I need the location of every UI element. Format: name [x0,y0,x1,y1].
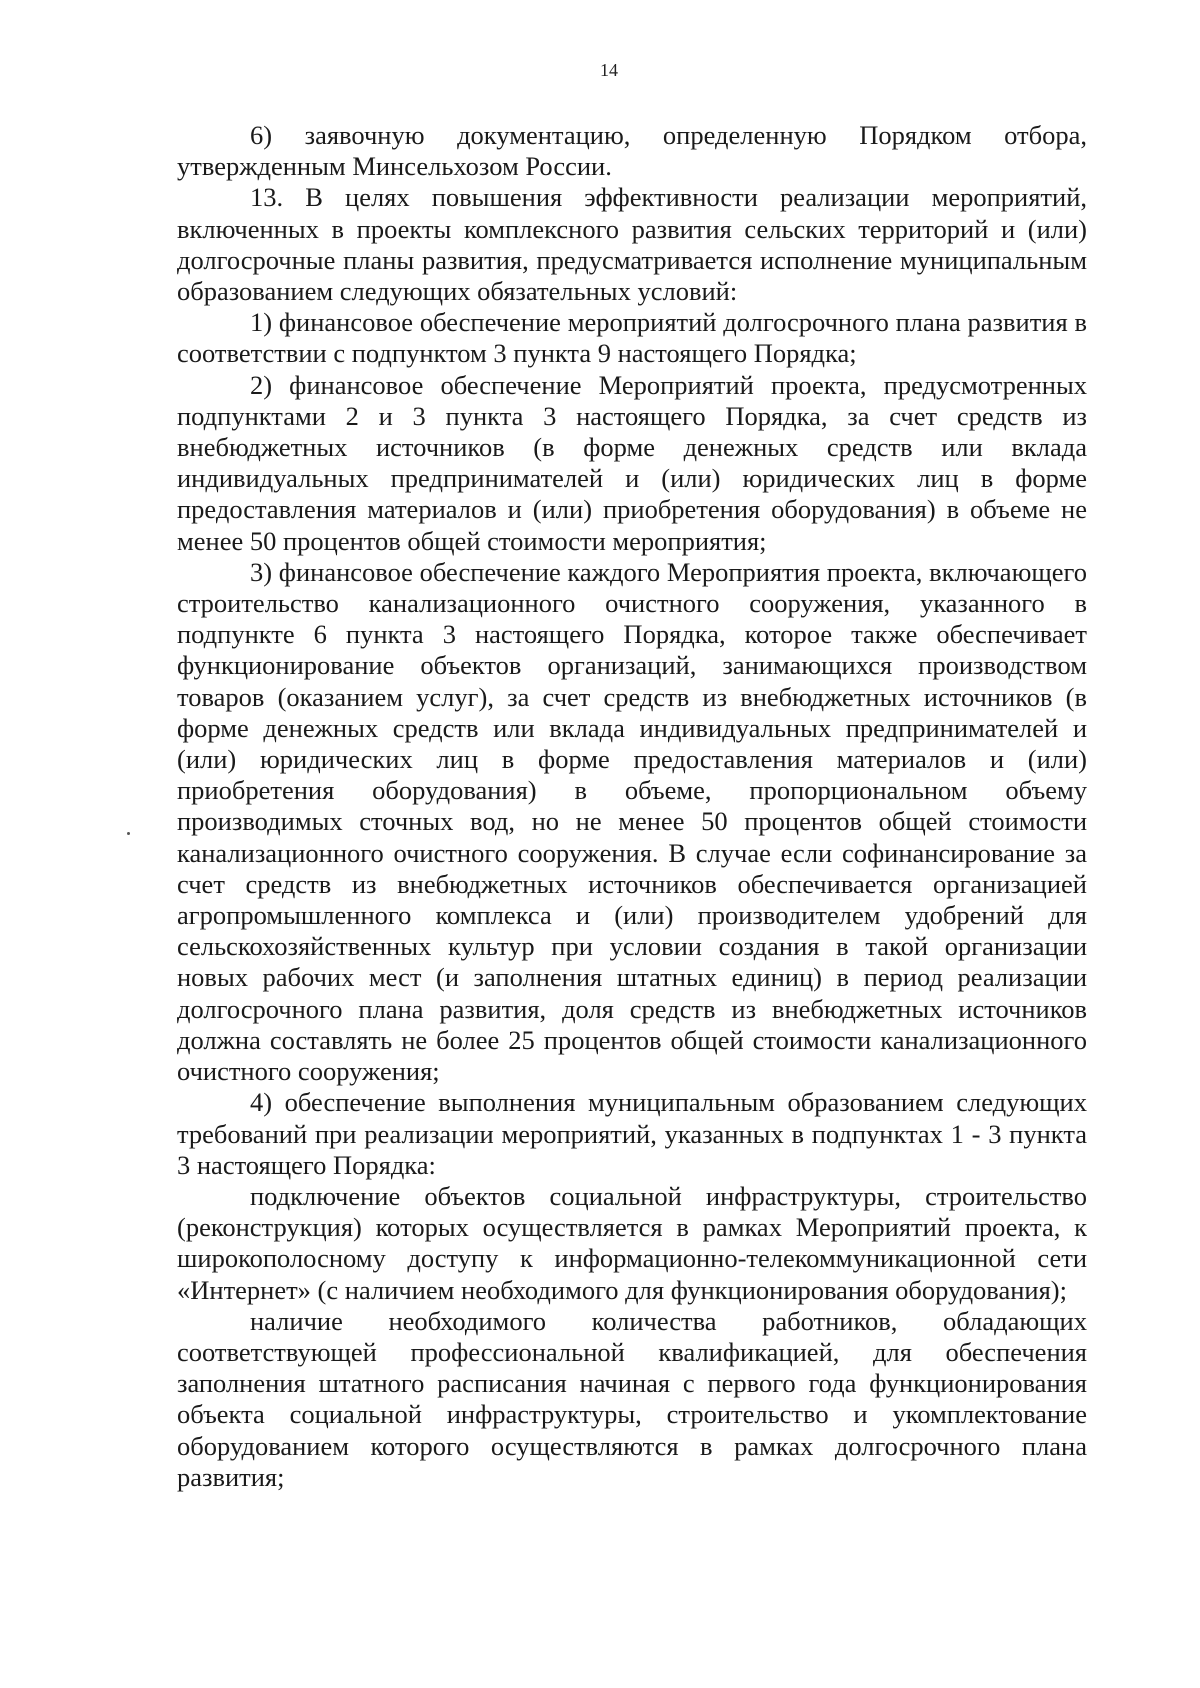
page-number: 14 [600,60,618,80]
scan-speck [127,832,130,835]
document-body [177,120,1087,1493]
paragraph-subclause-2: 2) финансовое обеспечение Мероприятий проекта, предусмотренных подпунктами 2 и 3 пункта 3 настоящего Порядка, за счет средств из внебюджетных источников (в форме денежных средств или вклада индивидуальных предпринимателей и (или) юридических лиц в форме предоставления материалов и (или) приобретения оборудования) в объеме не менее 50 процентов общей стоимости мероприятия; [177,369,1087,556]
paragraph-item-6: 6) заявочную документацию, определенную Порядком отбора, утвержденным Минсельхозом России. [177,120,1087,182]
paragraph-subclause-4: 4) обеспечение выполнения муниципальным образованием следующих требований при реализации мероприятий, указанных в подпунктах 1 - 3 пункта 3 настоящего Порядка: [177,1087,1087,1180]
paragraph-staffing-requirement: наличие необходимого количества работников, обладающих соответствующей профессиональной квалификацией, для обеспечения заполнения штатного расписания начиная с первого года функционирования объекта социальной инфраструктуры, строительство и укомплектование оборудованием которого осуществляются в рамках долгосрочного плана развития; [177,1305,1087,1492]
paragraph-subclause-3: 3) финансовое обеспечение каждого Мероприятия проекта, включающего строительство канализационного очистного сооружения, указанного в подпункте 6 пункта 3 настоящего Порядка, которое также обеспечивает функционирование объектов организаций, занимающихся производством товаров (оказанием услуг), за счет средств из внебюджетных источников (в форме денежных средств или вклада индивидуальных предпринимателей и (или) юридических лиц в форме предоставления материалов и (или) приобретения оборудования) в объеме, пропорциональном объему производимых сточных вод, но не менее 50 процентов общей стоимости канализационного очистного сооружения. В случае если софинансирование за счет средств из внебюджетных источников обеспечивается организацией агропромышленного комплекса и (или) производителем удобрений для сельскохозяйственных культур при условии создания в такой организации новых рабочих мест (и заполнения штатных единиц) в период реализации долгосрочного плана развития, доля средств из внебюджетных источников должна составлять не более 25 процентов общей стоимости канализационного очистного сооружения; [177,556,1087,1087]
paragraph-internet-requirement: подключение объектов социальной инфраструктуры, строительство (реконструкция) которых осуществляется в рамках Мероприятий проекта, к широкополосному доступу к информационно-телекоммуникационной сети «Интернет» (с наличием необходимого для функционирования оборудования); [177,1180,1087,1305]
paragraph-clause-13: 13. В целях повышения эффективности реализации мероприятий, включенных в проекты комплексного развития сельских территорий и (или) долгосрочные планы развития, предусматривается исполнение муниципальным образованием следующих обязательных условий: [177,182,1087,307]
paragraph-subclause-1: 1) финансовое обеспечение мероприятий долгосрочного плана развития в соответствии с подпунктом 3 пункта 9 настоящего Порядка; [177,307,1087,369]
